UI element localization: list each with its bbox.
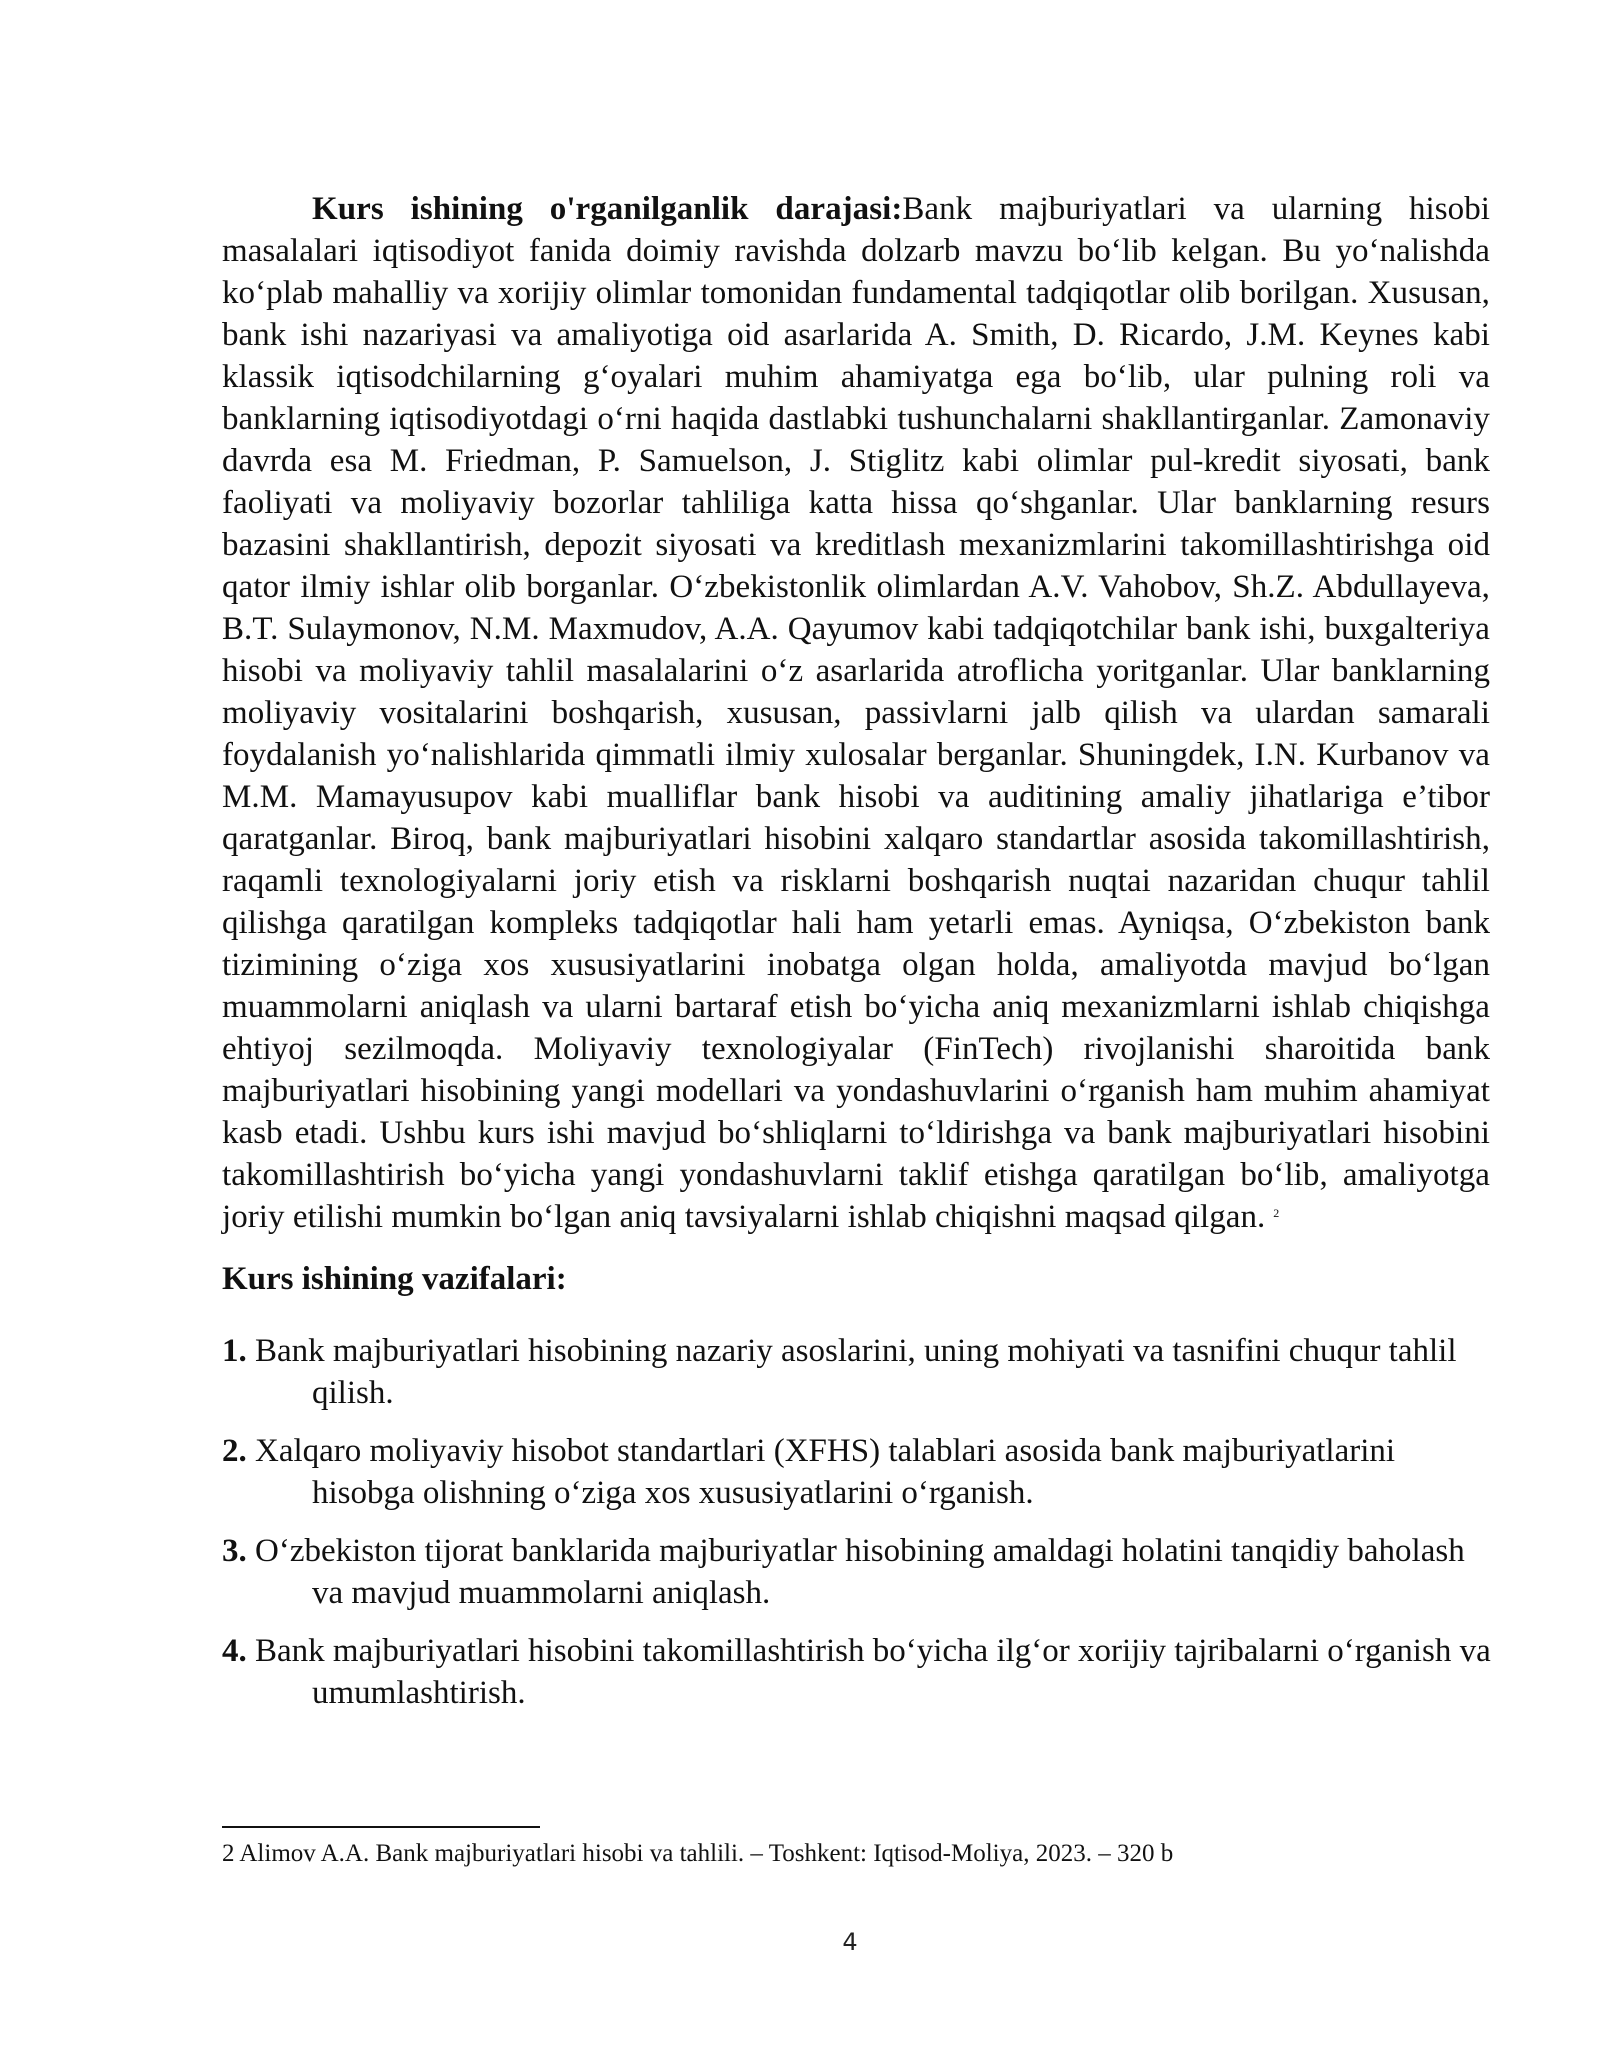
- task-text: Bank majburiyatlari hisobining nazariy asoslarini, uning mohiyati va tasnifini chuqur tahlil qilish.: [255, 1333, 1457, 1411]
- footnote-text: 2 Alimov A.A. Bank majburiyatlari hisobi va tahlili. – Toshkent: Iqtisod-Moliya, 2023. – 320 b: [222, 1840, 1174, 1867]
- page-number: 4: [842, 1928, 858, 1956]
- tasks-heading: Kurs ishining vazifalari:: [222, 1261, 567, 1297]
- footnote-reference: 2: [1273, 1206, 1280, 1220]
- page-content: [222, 188, 1490, 1730]
- task-item: [222, 1530, 1502, 1614]
- task-item: [222, 1630, 1502, 1714]
- task-item: [222, 1430, 1502, 1514]
- task-text: Xalqaro moliyaviy hisobot standartlari (XFHS) talablari asosida bank majburiyatlarini hisobga olishning o‘ziga xos xususiyatlarini o‘rganish.: [255, 1433, 1396, 1511]
- task-text: O‘zbekiston tijorat banklarida majburiyatlar hisobining amaldagi holatini tanqidiy baholash va mavjud muammolarni aniqlash.: [255, 1533, 1465, 1611]
- footnote-separator: [222, 1826, 540, 1828]
- task-item: [222, 1330, 1502, 1414]
- intro-heading-label: Kurs ishining o'rganilganlik darajasi:: [312, 191, 903, 227]
- intro-paragraph: [222, 188, 1490, 1238]
- task-text: Bank majburiyatlari hisobini takomillashtirish bo‘yicha ilg‘or xorijiy tajribalarni o‘rganish va umumlashtirish.: [255, 1633, 1491, 1711]
- tasks-list: [222, 1330, 1490, 1714]
- task-number: 3.: [222, 1533, 247, 1569]
- task-number: 2.: [222, 1433, 247, 1469]
- task-number: 1.: [222, 1333, 247, 1369]
- task-number: 4.: [222, 1633, 247, 1669]
- intro-body-text: Bank majburiyatlari va ularning hisobi masalalari iqtisodiyot fanida doimiy ravishda dolzarb mavzu bo‘lib kelgan. Bu yo‘nalishda ko‘plab mahalliy va xorijiy olimlar tomonidan fundamental tadqiqotlar olib borilgan. Xususan, bank ishi nazariyasi va amaliyotiga oid asarlarida A. Smith, D. Ricardo, J.M. Keynes kabi klassik iqtisodchilarning g‘oyalari muhim ahamiyatga ega bo‘lib, ular pulning roli va banklarning iqtisodiyotdagi o‘rni haqida dastlabki tushunchalarni shakllantirganlar. Zamonaviy davrda esa M. Friedman, P. Samuelson, J. Stiglitz kabi olimlar pul-kredit siyosati, bank faoliyati va moliyaviy bozorlar tahliliga katta hissa qo‘shganlar. Ular banklarning resurs bazasini shakllantirish, depozit siyosati va kreditlash mexanizmlarini takomillashtirishga oid qator ilmiy ishlar olib borganlar. O‘zbekistonlik olimlardan A.V. Vahobov, Sh.Z. Abdullayeva, B.T. Sulaymonov, N.M. Maxmudov, A.A. Qayumov kabi tadqiqotchilar bank ishi, buxgalteriya hisobi va moliyaviy tahlil masalalarini o‘z asarlarida atroflicha yoritganlar. Ular banklarning moliyaviy vositalarini boshqarish, xususan, passivlarni jalb qilish va ulardan samarali foydalanish yo‘nalishlarida qimmatli ilmiy xulosalar berganlar. Shuningdek, I.N. Kurbanov va M.M. Mamayusupov kabi mualliflar bank hisobi va auditining amaliy jihatlariga e’tibor qaratganlar. Biroq, bank majburiyatlari hisobini xalqaro standartlar asosida takomillashtirish, raqamli texnologiyalarni joriy etish va risklarni boshqarish nuqtai nazaridan chuqur tahlil qilishga qaratilgan kompleks tadqiqotlar hali ham yetarli emas. Ayniqsa, O‘zbekiston bank tizimining o‘ziga xos xususiyatlarini inobatga olgan holda, amaliyotda mavjud bo‘lgan muammolarni aniqlash va ularni bartaraf etish bo‘yicha aniq mexanizmlarni ishlab chiqishga ehtiyoj sezilmoqda. Moliyaviy texnologiyalar (FinTech) rivojlanishi sharoitida bank majburiyatlari hisobining yangi modellari va yondashuvlarini o‘rganish ham muhim ahamiyat kasb etadi. Ushbu kurs ishi mavjud bo‘shliqlarni to‘ldirishga va bank majburiyatlari hisobini takomillashtirish bo‘yicha yangi yondashuvlarni taklif etishga qaratilgan bo‘lib, amaliyotga joriy etilishi mumkin bo‘lgan aniq tavsiyalarni ishlab chiqishni maqsad qilgan.: [222, 191, 1490, 1235]
